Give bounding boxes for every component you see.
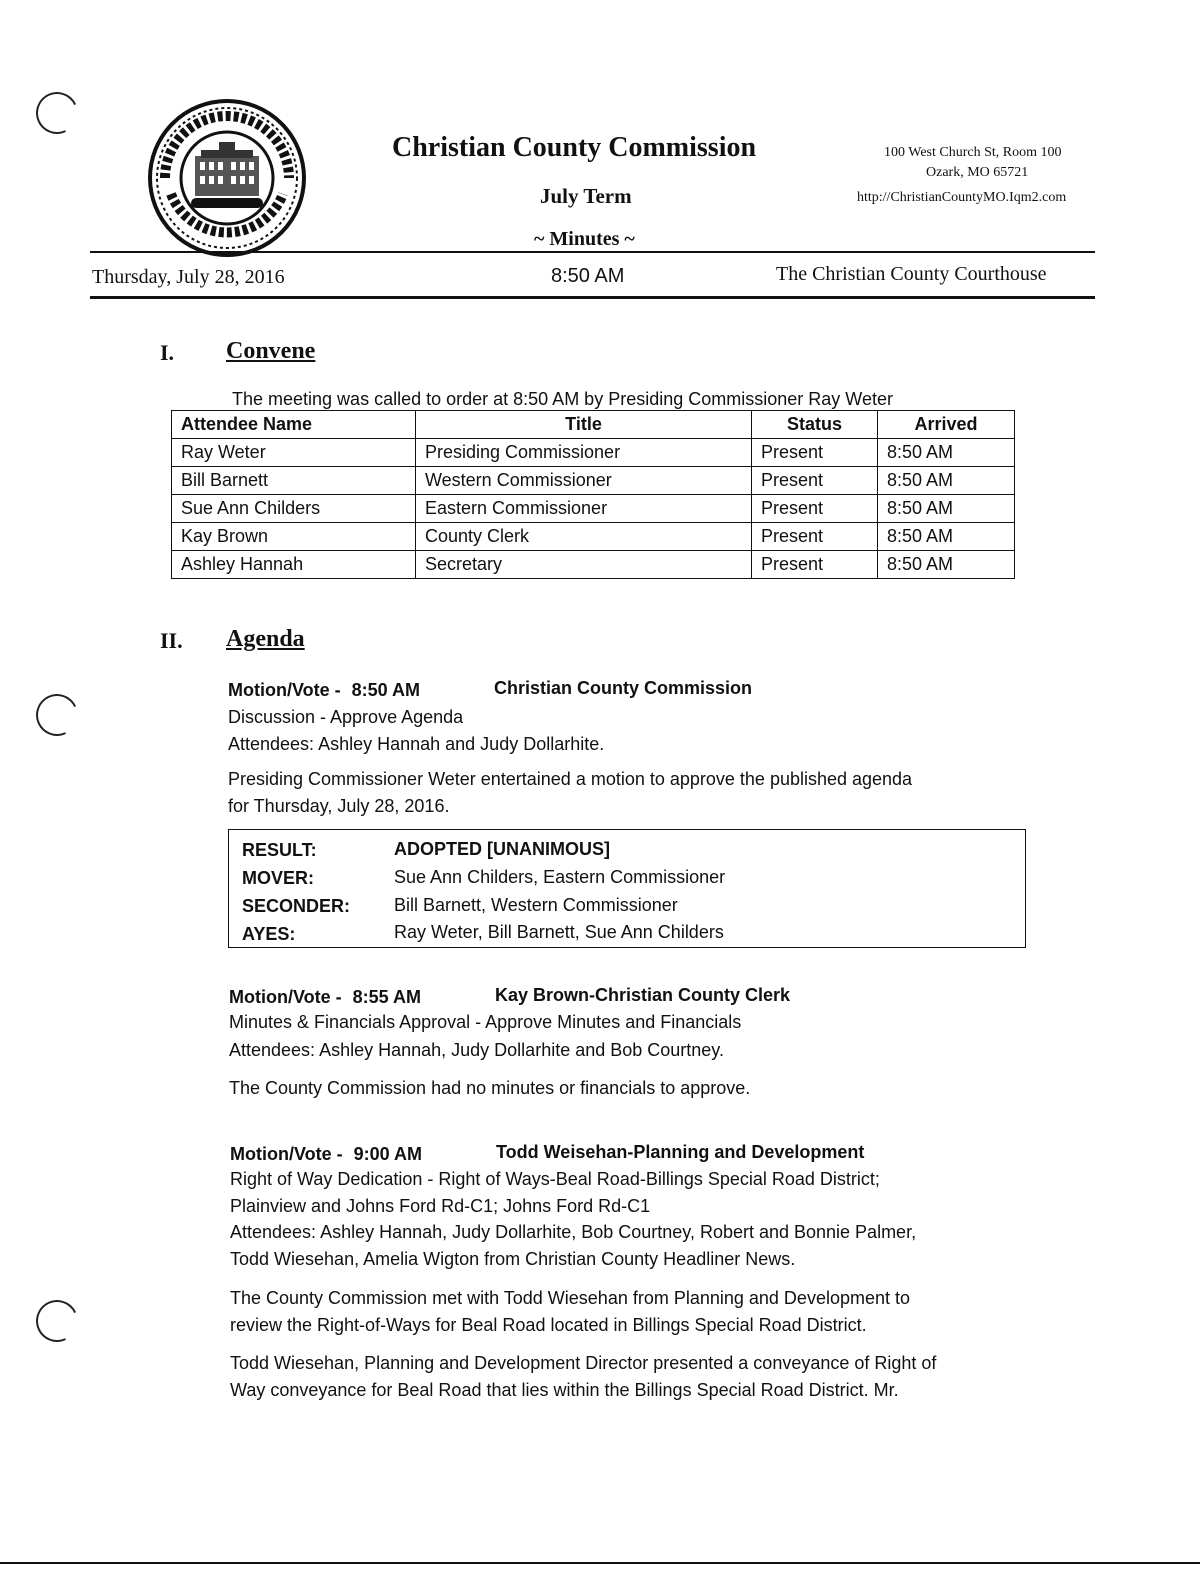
attendee-title: Western Commissioner [416, 467, 752, 495]
table-row [172, 551, 1015, 579]
motion-discussion: Right of Way Dedication - Right of Ways-Beal Road-Billings Special Road District; [230, 1169, 880, 1189]
attendee-title: Eastern Commissioner [416, 495, 752, 523]
column-header: Title [416, 411, 752, 439]
motion-attendees: Attendees: Ashley Hannah, Judy Dollarhite and Bob Courtney. [229, 1040, 724, 1060]
motion-body: The County Commission had no minutes or financials to approve. [229, 1078, 751, 1098]
motion-label: Motion/Vote - [229, 987, 342, 1007]
motion-body: review the Right-of-Ways for Beal Road located in Billings Special Road District. [230, 1315, 867, 1335]
column-header: Status [752, 411, 878, 439]
motion-body: The County Commission met with Todd Wiesehan from Planning and Development to [230, 1288, 911, 1308]
meeting-location: The Christian County Courthouse [776, 263, 1047, 285]
table-row [172, 495, 1015, 523]
motion-attendees: Todd Wiesehan, Amelia Wigton from Christian County Headliner News. [230, 1249, 796, 1269]
column-header: Attendee Name [172, 411, 416, 439]
motion-org: Todd Weisehan-Planning and Development [496, 1142, 865, 1162]
address-line2: Ozark, MO 65721 [926, 165, 1029, 180]
attendee-status: Present [752, 551, 878, 579]
motion-discussion: Discussion - Approve Agenda [228, 707, 464, 727]
motion-header [230, 1141, 422, 1168]
motion-time: 9:00 AM [353, 1144, 423, 1164]
section-number: I. [160, 340, 175, 365]
mover-value: Sue Ann Childers, Eastern Commissioner [394, 867, 726, 887]
seconder-value: Bill Barnett, Western Commissioner [394, 895, 678, 915]
motion-header [228, 677, 420, 704]
result-value: ADOPTED [UNANIMOUS] [394, 839, 610, 859]
term: July Term [540, 184, 632, 208]
motion-body: for Thursday, July 28, 2016. [228, 796, 450, 816]
motion-body: Presiding Commissioner Weter entertained a motion to approve the published agenda [228, 769, 913, 789]
section-title-convene: Convene [226, 338, 316, 364]
county-seal-icon [147, 98, 307, 258]
attendee-arrived: 8:50 AM [878, 495, 1015, 523]
attendee-title: County Clerk [416, 523, 752, 551]
header-rule-top [90, 251, 1095, 253]
section-number: II. [160, 628, 183, 653]
mover-label: MOVER: [242, 868, 314, 888]
meeting-date: Thursday, July 28, 2016 [92, 266, 285, 288]
motion-header [229, 984, 421, 1011]
attendee-arrived: 8:50 AM [878, 467, 1015, 495]
attendee-name: Bill Barnett [172, 467, 416, 495]
attendee-status: Present [752, 467, 878, 495]
motion-org: Kay Brown-Christian County Clerk [495, 985, 791, 1005]
motion-discussion: Plainview and Johns Ford Rd-C1; Johns Ford Rd-C1 [230, 1196, 651, 1216]
motion-time: 8:50 AM [351, 680, 421, 700]
meeting-time: 8:50 AM [551, 265, 625, 287]
address-line1: 100 West Church St, Room 100 [884, 145, 1062, 160]
punch-hole [30, 1294, 84, 1348]
punch-hole [30, 86, 84, 140]
attendee-arrived: 8:50 AM [878, 439, 1015, 467]
table-row [172, 467, 1015, 495]
attendee-status: Present [752, 439, 878, 467]
attendee-name: Ashley Hannah [172, 551, 416, 579]
attendee-title: Presiding Commissioner [416, 439, 752, 467]
page-bottom-rule [0, 1562, 1200, 1564]
table-header-row [172, 411, 1015, 439]
attendee-status: Present [752, 523, 878, 551]
motion-discussion: Minutes & Financials Approval - Approve Minutes and Financials [229, 1012, 742, 1032]
column-header: Arrived [878, 411, 1015, 439]
motion-label: Motion/Vote - [230, 1144, 343, 1164]
vote-result-box [228, 829, 1026, 948]
motion-time: 8:55 AM [352, 987, 422, 1007]
attendee-table [171, 410, 1015, 579]
motion-body: Todd Wiesehan, Planning and Development Director presented a conveyance of Right of [230, 1353, 937, 1373]
attendee-arrived: 8:50 AM [878, 523, 1015, 551]
website: http://ChristianCountyMO.Iqm2.com [857, 190, 1067, 205]
table-row [172, 523, 1015, 551]
punch-hole [30, 688, 84, 742]
motion-attendees: Attendees: Ashley Hannah and Judy Dollarhite. [228, 734, 605, 754]
ayes-value: Ray Weter, Bill Barnett, Sue Ann Childers [394, 922, 724, 942]
header-rule-bottom [90, 296, 1095, 299]
attendee-arrived: 8:50 AM [878, 551, 1015, 579]
result-label: RESULT: [242, 840, 317, 860]
motion-body: Way conveyance for Beal Road that lies within the Billings Special Road District. Mr. [230, 1380, 899, 1400]
minutes-heading: ~ Minutes ~ [534, 228, 635, 250]
ayes-label: AYES: [242, 924, 296, 944]
org-name: Christian County Commission [392, 132, 757, 163]
attendee-name: Ray Weter [172, 439, 416, 467]
attendee-status: Present [752, 495, 878, 523]
attendee-name: Kay Brown [172, 523, 416, 551]
table-row [172, 439, 1015, 467]
section-title-agenda: Agenda [226, 626, 305, 652]
attendee-title: Secretary [416, 551, 752, 579]
convene-intro: The meeting was called to order at 8:50 AM by Presiding Commissioner Ray Weter [232, 389, 893, 409]
seconder-label: SECONDER: [242, 896, 351, 916]
motion-label: Motion/Vote - [228, 680, 341, 700]
motion-attendees: Attendees: Ashley Hannah, Judy Dollarhite, Bob Courtney, Robert and Bonnie Palmer, [230, 1222, 917, 1242]
motion-org: Christian County Commission [494, 678, 753, 698]
attendee-name: Sue Ann Childers [172, 495, 416, 523]
